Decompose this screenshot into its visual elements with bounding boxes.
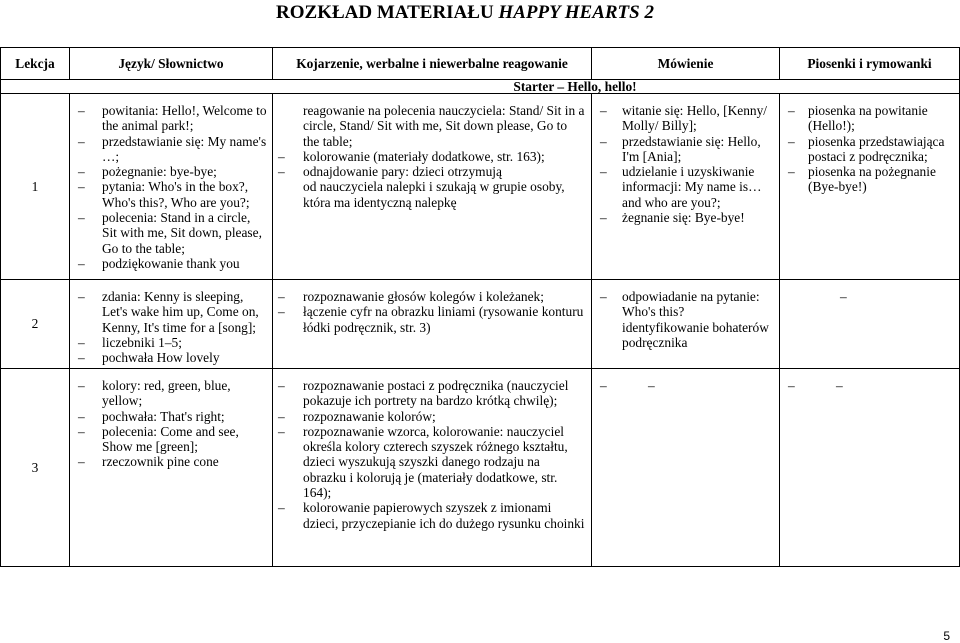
list-item: – liczebniki 1–5; bbox=[78, 335, 268, 350]
table-row bbox=[1, 94, 960, 280]
speaking-cell bbox=[592, 369, 780, 567]
list-item: – rozpoznawanie kolorów; bbox=[278, 409, 585, 424]
empty-dash: – bbox=[840, 289, 847, 304]
starter-label: Starter – Hello, hello! bbox=[513, 79, 637, 94]
list-item: od nauczyciela nalepki i szukają w grupie osoby, która ma identyczną nalepkę bbox=[303, 179, 565, 210]
songs-cell bbox=[780, 94, 960, 280]
list-item: – pożegnanie: bye-bye; bbox=[78, 164, 268, 179]
table-row bbox=[1, 280, 960, 369]
header-mowienie: Mówienie bbox=[592, 48, 780, 80]
list-item: – przedstawianie się: Hello, I'm [Ania]; bbox=[600, 134, 775, 165]
list-item: – żegnanie się: Bye-bye! bbox=[600, 210, 775, 225]
list-item: reagowanie na polecenia nauczyciela: Stand/ Sit in a circle, Stand/ Sit with me, Sit down please, Go to the table; bbox=[303, 103, 585, 149]
header-kojarzenie: Kojarzenie, werbalne i niewerbalne reagowanie bbox=[273, 48, 592, 80]
list-item: – łączenie cyfr na obrazku liniami (rysowanie konturu łódki podręcznik, str. 3) bbox=[278, 304, 585, 335]
list-item: – kolorowanie papierowych szyszek z imionami dzieci, przyczepianie ich do dużego rysunku choinki bbox=[278, 500, 585, 531]
header-lekcja: Lekcja bbox=[1, 48, 70, 80]
reaction-cell bbox=[273, 94, 592, 280]
lesson-number: 1 bbox=[1, 94, 70, 280]
list-item: – polecenia: Stand in a circle, Sit with me, Sit down, please, Go to the table; bbox=[78, 210, 268, 256]
list-item: – pochwała: That's right; bbox=[78, 409, 268, 424]
empty-dashes: – – bbox=[600, 378, 655, 393]
vocab-cell bbox=[70, 280, 273, 369]
list-item: – zdania: Kenny is sleeping, Let's wake him up, Come on, Kenny, It's time for a [song]; bbox=[78, 289, 268, 335]
list-item: – rozpoznawanie wzorca, kolorowanie: nauczyciel określa kolory czterech szyszek różnego kształtu, dzieci wyszukują szyszki danego rodzaju na obrazku i kolorują je (materiały dodatkowe, str. 164); bbox=[278, 424, 585, 500]
title-plain: ROZKŁAD MATERIAŁU bbox=[276, 2, 499, 23]
list-item: – rzeczownik pine cone bbox=[78, 454, 268, 469]
lesson-plan-table bbox=[0, 47, 960, 567]
starter-row bbox=[1, 80, 960, 94]
list-item: – kolorowanie (materiały dodatkowe, str. 163); bbox=[278, 149, 585, 164]
title-italic: HAPPY HEARTS 2 bbox=[498, 2, 654, 23]
speaking-cell bbox=[592, 94, 780, 280]
page-number: 5 bbox=[943, 629, 950, 643]
list-item: – pytania: Who's in the box?, Who's this?, Who are you?; bbox=[78, 179, 268, 210]
list-item: – polecenia: Come and see, Show me [green]; bbox=[78, 424, 268, 455]
list-item: – rozpoznawanie głosów kolegów i koleżanek; bbox=[278, 289, 585, 304]
list-item: identyfikowanie bohaterów podręcznika bbox=[622, 319, 769, 350]
reaction-cell bbox=[273, 369, 592, 567]
page-title bbox=[0, 2, 930, 24]
songs-cell bbox=[780, 369, 960, 567]
list-item: – przedstawianie się: My name's …; bbox=[78, 134, 268, 165]
list-item: – piosenka przedstawiająca postaci z podręcznika; bbox=[788, 134, 957, 165]
table-header-row bbox=[1, 48, 960, 80]
list-item: – rozpoznawanie postaci z podręcznika (nauczyciel pokazuje ich portrety na bardzo krótką chwilę); bbox=[278, 378, 585, 409]
list-item: – kolory: red, green, blue, yellow; bbox=[78, 378, 268, 409]
vocab-cell bbox=[70, 369, 273, 567]
header-jezyk-slownictwo: Język/ Słownictwo bbox=[70, 48, 273, 80]
empty-dashes: – – bbox=[788, 378, 843, 393]
list-item: – powitania: Hello!, Welcome to the animal park!; bbox=[78, 103, 268, 134]
speaking-cell bbox=[592, 280, 780, 369]
list-item: – pochwała How lovely bbox=[78, 350, 268, 365]
list-item: – udzielanie i uzyskiwanie informacji: My name is… and who are you?; bbox=[600, 164, 775, 210]
list-item: – odpowiadanie na pytanie: Who's this? bbox=[600, 289, 775, 320]
list-item: – odnajdowanie pary: dzieci otrzymują bbox=[278, 164, 585, 179]
vocab-cell bbox=[70, 94, 273, 280]
lesson-number: 3 bbox=[1, 369, 70, 567]
header-piosenki: Piosenki i rymowanki bbox=[780, 48, 960, 80]
reaction-cell bbox=[273, 280, 592, 369]
table-row bbox=[1, 369, 960, 567]
songs-cell bbox=[780, 280, 960, 369]
list-item: – podziękowanie thank you bbox=[78, 256, 268, 271]
lesson-number: 2 bbox=[1, 280, 70, 369]
list-item: – piosenka na powitanie (Hello!); bbox=[788, 103, 957, 134]
list-item: – piosenka na pożegnanie (Bye-bye!) bbox=[788, 164, 957, 195]
list-item: – witanie się: Hello, [Kenny/ Molly/ Billy]; bbox=[600, 103, 775, 134]
